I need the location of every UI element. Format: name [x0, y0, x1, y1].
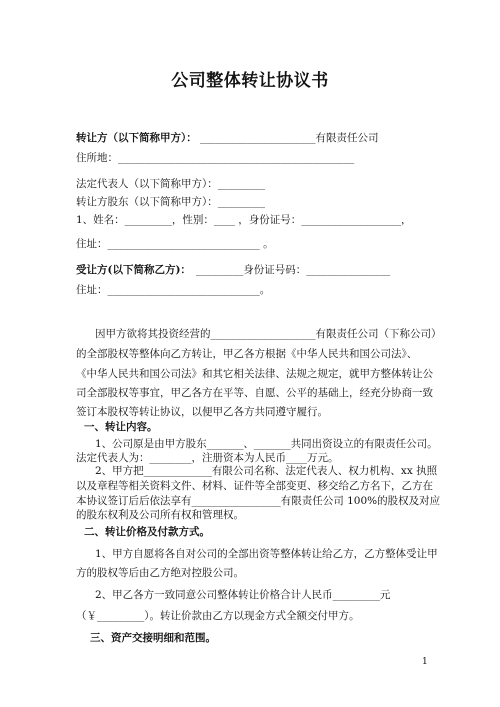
- section1-line: 本协议签订后后依法享有_________________有限责任公司 100%的股权及对应: [76, 495, 441, 507]
- section1-line: 法定代表人为：________，注册资本为人民币____万元。: [76, 452, 339, 464]
- section1-line: 以及章程等相关资料文件、材料、证件等全部变更、移交给乙方名下，乙方在: [76, 480, 433, 492]
- section1-line: 的股东权利及公司所有权和管理权。: [76, 509, 244, 521]
- section1-line: 1、公司原是由甲方股东_______、_______共同出资设立的有限责任公司。: [95, 438, 438, 450]
- legal-rep-line: 法定代表人（以下简称甲方）：_________: [76, 178, 265, 190]
- section1-line: 2、甲方把_____________有限公司名称、法定代表人、权力机构、xx 执照: [95, 465, 438, 477]
- intro-line: 的全部股权等整体向乙方转让，甲乙各方根据《中华人民共和国公司法》、: [76, 348, 418, 360]
- transferee-value: _________身份证号码：________________: [196, 264, 391, 276]
- person1-address: 住址：_____________________________ 。: [76, 238, 274, 250]
- intro-line: 司全部股权等事宜，甲乙各方在平等、自愿、公平的基础上，经充分协商一致: [76, 387, 433, 399]
- shareholder-line: 转让方股东（以下简称甲方）：_________: [76, 196, 265, 208]
- section2-line: （￥_________）。转让价款由乙方以现金方式全额交付甲方。: [76, 610, 360, 622]
- section2-line: 2、甲乙各方一致同意公司整体转让价格合计人民币_________元: [95, 589, 391, 601]
- transferee-label: 受让方(以下简称乙方)：: [76, 264, 191, 276]
- document-title: 公司整体转让协议书: [171, 71, 329, 91]
- page-number: 1: [422, 657, 428, 667]
- section2-line: 1、甲方自愿将各自对公司的全部出资等整体转让给乙方，乙方整体受让甲: [95, 548, 438, 560]
- intro-line: 《中华人民共和国公司法》和其它相关法律、法规之规定，就甲方整体转让公: [76, 368, 433, 380]
- section1-heading: 一、转让内容。: [84, 421, 158, 433]
- section3-heading: 三、资产交接明细和范围。: [90, 632, 216, 644]
- intro-line: 因甲方欲将其投资经营的____________________有限责任公司（下称公司）: [95, 328, 442, 340]
- intro-line: 签订本股权等转让协议，以便甲乙各方共同遵守履行。: [76, 406, 328, 418]
- transferor-address: 住所地：_____________________________________________: [76, 152, 355, 164]
- transferor-value: ______________________有限责任公司: [200, 132, 379, 144]
- transferee-address: 住址：_____________________________。: [76, 284, 271, 296]
- section2-line: 方的股权等后由乙方绝对控股公司。: [76, 567, 244, 579]
- person1-line: 1、姓名：_________，性别：____ ，身份证号：___________________，: [76, 214, 412, 226]
- section2-heading: 二、转让价格及付款方式。: [84, 526, 210, 538]
- transferor-label: 转让方（以下简称甲方）：: [76, 132, 197, 144]
